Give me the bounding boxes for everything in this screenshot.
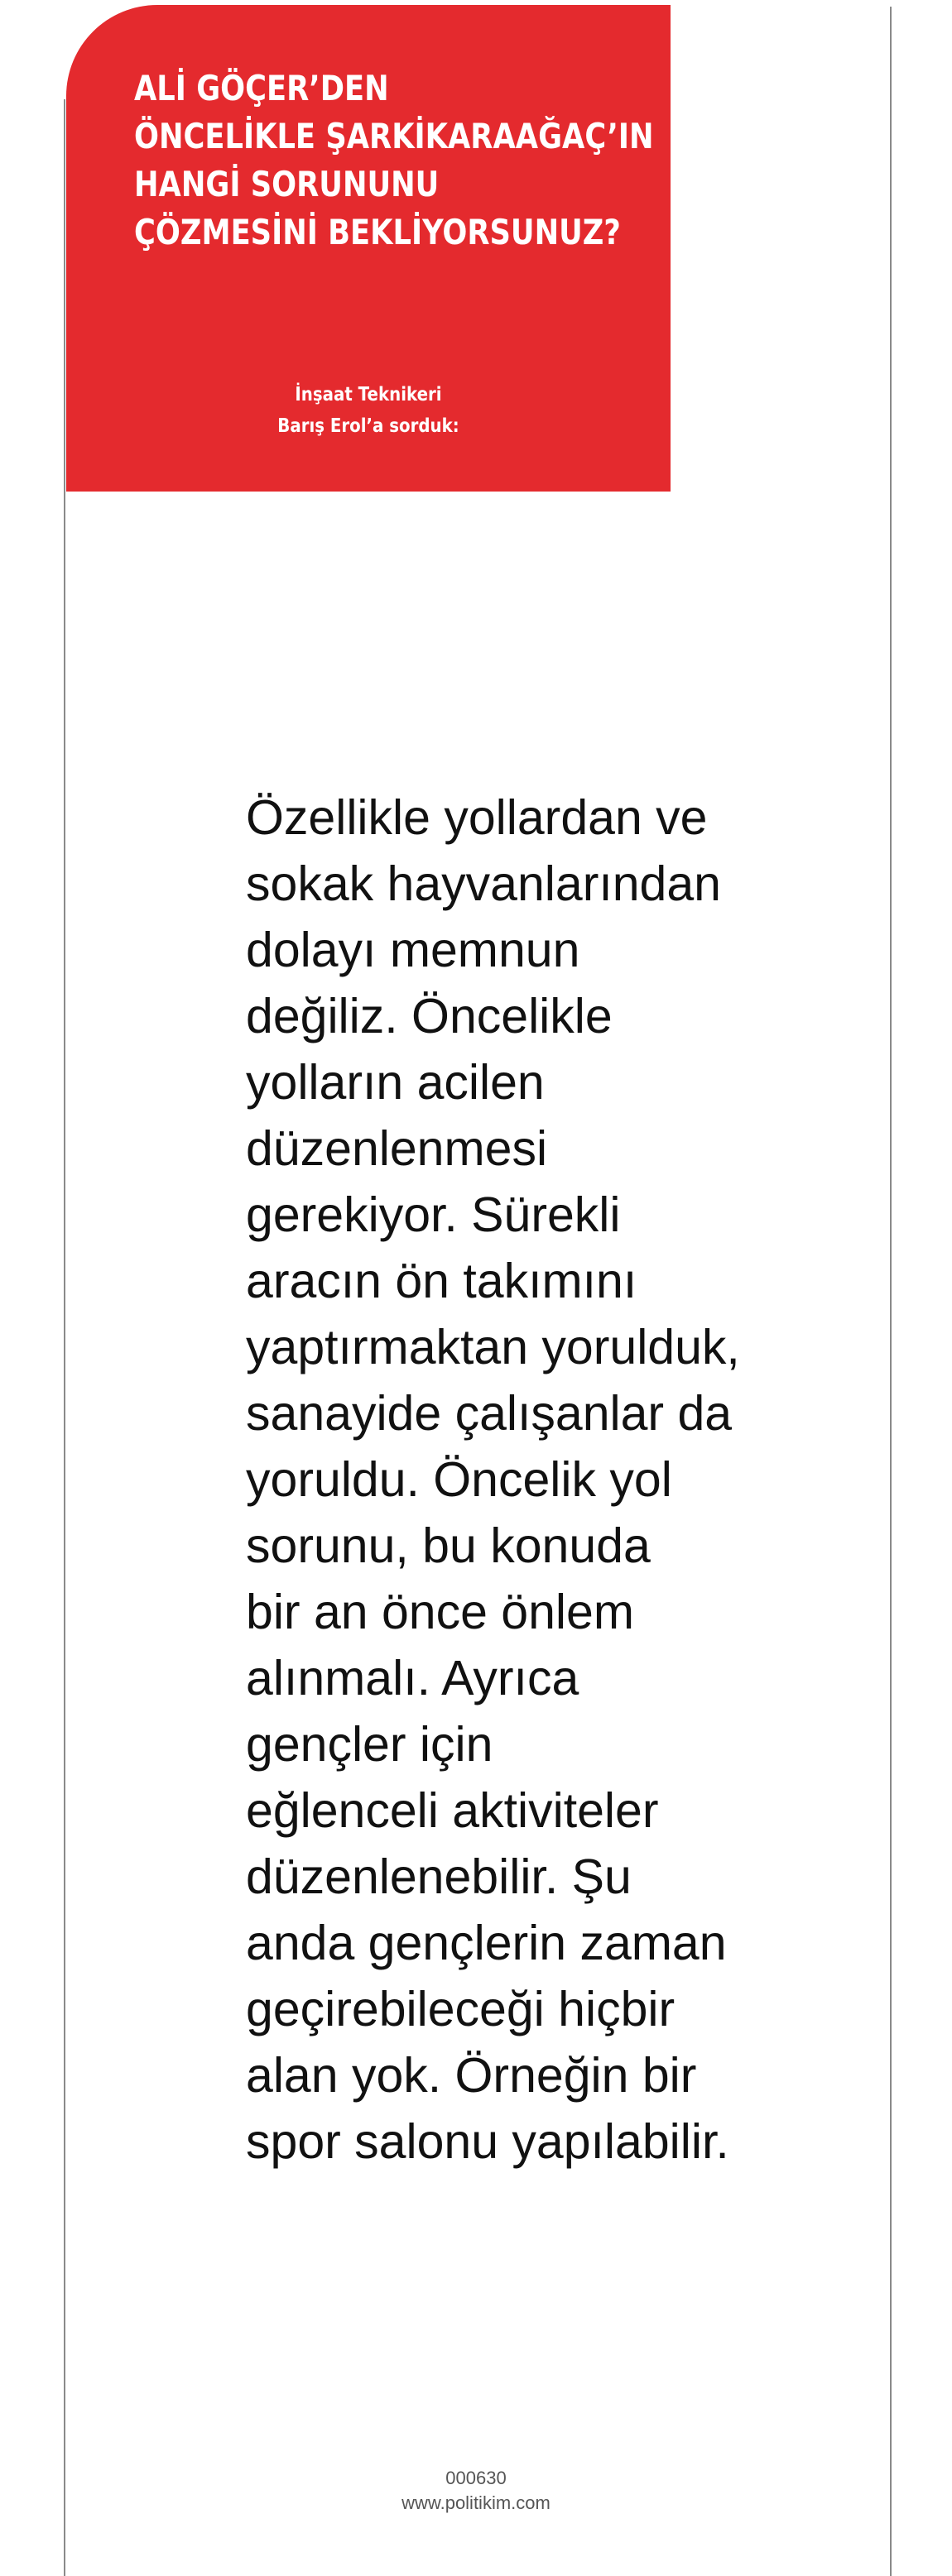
right-divider-line	[890, 7, 892, 2576]
footer-website: www.politikim.com	[401, 2492, 551, 2513]
headline-question	[134, 65, 654, 257]
interview-answer	[246, 784, 809, 2175]
answer-line: spor salonu yapılabilir.	[246, 2114, 729, 2169]
answer-line: eğlenceli aktiviteler	[246, 1783, 659, 1838]
headline-line: ÖNCELİKLE ŞARKİKARAAĞAÇ’IN	[134, 116, 654, 156]
answer-line: düzenlenmesi	[246, 1121, 548, 1176]
answer-line: aracın ön takımını	[246, 1254, 637, 1308]
answer-line: değiliz. Öncelikle	[246, 989, 613, 1043]
answer-line: sorunu, bu konuda	[246, 1518, 651, 1573]
headline-line: ÇÖZMESİNİ BEKLİYORSUNUZ?	[134, 212, 621, 252]
answer-line: alan yok. Örneğin bir	[246, 2048, 697, 2103]
interviewee-occupation: İnşaat Teknikeri	[295, 384, 442, 405]
interviewee-intro: Barış Erol’a sorduk:	[277, 415, 459, 437]
answer-line: yaptırmaktan yorulduk,	[246, 1320, 740, 1374]
answer-line: bir an önce önlem	[246, 1585, 635, 1639]
answer-line: sokak hayvanlarından	[246, 856, 721, 911]
answer-line: anda gençlerin zaman	[246, 1916, 727, 1970]
headline-line: ALİ GÖÇER’DEN	[134, 68, 389, 108]
answer-line: düzenlenebilir. Şu	[246, 1849, 632, 1904]
page-footer	[0, 2466, 952, 2516]
answer-line: yoruldu. Öncelik yol	[246, 1452, 672, 1507]
interviewee-byline	[108, 379, 628, 442]
answer-line: gençler için	[246, 1717, 493, 1772]
answer-line: gerekiyor. Sürekli	[246, 1187, 621, 1242]
headline-line: HANGİ SORUNUNU	[134, 164, 440, 204]
answer-line: sanayide çalışanlar da	[246, 1386, 733, 1441]
left-divider-line	[64, 99, 65, 2576]
answer-line: alınmalı. Ayrıca	[246, 1651, 579, 1705]
answer-line: Özellikle yollardan ve	[246, 790, 708, 845]
answer-line: geçirebileceği hiçbir	[246, 1982, 676, 2036]
answer-line: yolların acilen	[246, 1055, 545, 1110]
headline-banner	[66, 5, 671, 492]
footer-code: 000630	[445, 2468, 507, 2488]
answer-line: dolayı memnun	[246, 923, 580, 977]
